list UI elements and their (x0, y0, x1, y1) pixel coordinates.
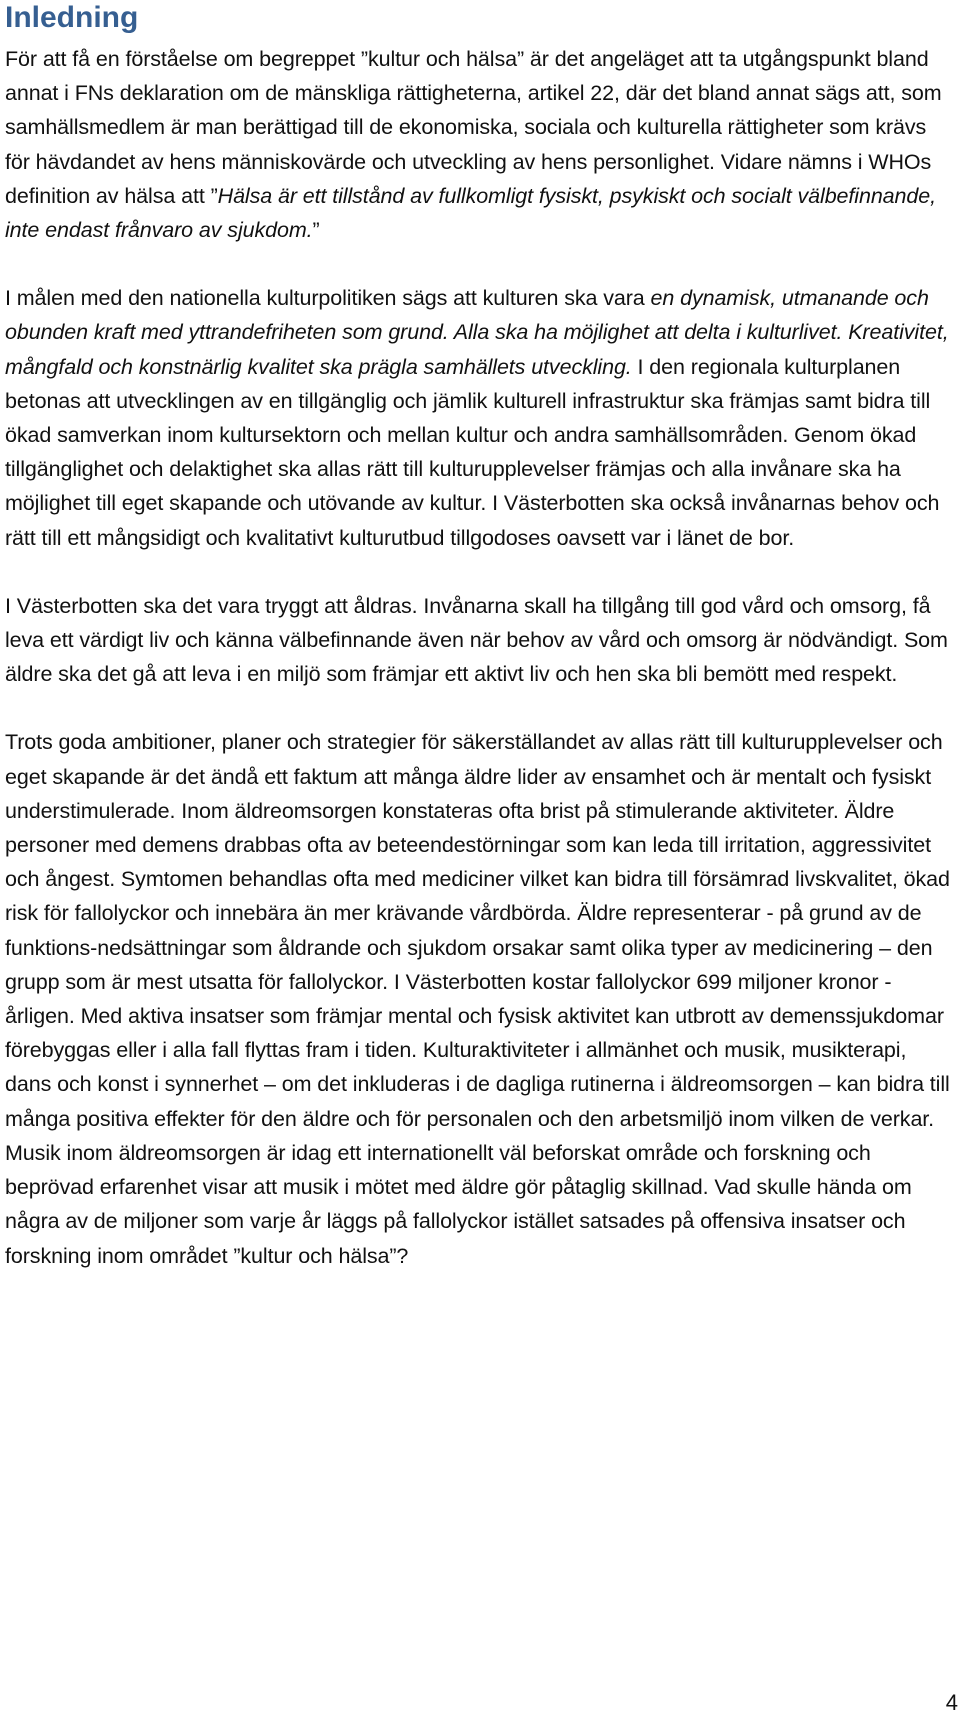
page-number: 4 (945, 1690, 958, 1715)
paragraph-cultural-policy (5, 281, 955, 555)
paragraph-spacer (5, 555, 955, 589)
paragraph-intro-closing-quote: ” (312, 218, 320, 243)
paragraph-aging: I Västerbotten ska det vara tryggt att åldras. Invånarna skall ha tillgång till god vård och omsorg, få leva ett värdigt liv och känna välbefinnande även när behov av vård och omsorg är nödvändigt. Som äldre ska det gå att leva i en miljö som främjar ett aktivt liv och hen ska bli bemött med respekt. (5, 593, 948, 687)
paragraph-ambitions: Trots goda ambitioner, planer och strategier för säkerställandet av allas rätt till kulturupplevelser och eget skapande är det ändå ett faktum att många äldre lider av ensamhet och är mentalt och fysiskt understimulerade. Inom äldreomsorgen konstateras ofta brist på stimulerande aktiviteter. Äldre personer med demens drabbas ofta av beteendestörningar som kan leda till irritation, aggressivitet och ångest. Symtomen behandlas ofta med mediciner vilket kan bidra till försämrad livskvalitet, ökad risk för fallolyckor och innebära än mer krävande vårdbörda. Äldre representerar - på grund av de funktions-nedsättningar som åldrande och sjukdom orsakar samt olika typer av medicinering – den grupp som är mest utsatta för fallolyckor. I Västerbotten kostar fallolyckor 699 miljoner kronor - årligen. Med aktiva insatser som främjar mental och fysisk aktivitet kan utbrott av demenssjukdomar förebyggas eller i alla fall flyttas fram i tiden. Kulturaktiviteter i allmänhet och musik, musikterapi, dans och konst i synnerhet – om det inkluderas i de dagliga rutinerna i äldreomsorgen – kan bidra till många positiva effekter för den äldre och för personalen och den arbetsmiljö inom vilken de verkar. Musik inom äldreomsorgen är idag ett internationellt väl beforskat område och forskning och beprövad erfarenhet visar att musik i mötet med äldre gör påtaglig skillnad. Vad skulle hända om några av de miljoner som varje år läggs på fallolyckor istället satsades på offensiva insatser och forskning inom området ”kultur och hälsa”? (5, 730, 950, 1268)
paragraph-cultural-policy-rest: I den regionala kulturplanen betonas att utvecklingen av en tillgänglig och jämlik kulturell infrastruktur ska främjas samt bidra till ökad samverkan inom kultursektorn och mellan kultur och andra samhällsområden. Genom ökad tillgänglighet och delaktighet ska allas rätt till kulturupplevelser främjas och alla invånare ska ha möjlighet till eget skapande och utövande av kultur. I Västerbotten ska också invånarnas behov och rätt till ett mångsidigt och kvalitativt kulturutbud tillgodoses oavsett var i länet de bor. (5, 354, 940, 550)
paragraph-spacer (5, 691, 955, 725)
paragraph-cultural-policy-lead: I målen med den nationella kulturpolitiken sägs att kulturen ska vara (5, 286, 651, 311)
paragraph-intro (5, 42, 955, 247)
national-policy-quote: en dynamisk, utmanande och obunden kraft med yttrandefriheten som grund. Alla ska ha möjlighet att delta i kulturlivet. Kreativitet, mångfald och konstnärlig kvalitet ska prägla samhällets utveckling. (5, 286, 949, 379)
who-definition-quote: Hälsa är ett tillstånd av fullkomligt fysiskt, psykiskt och socialt välbefinnande, inte endast frånvaro av sjukdom. (5, 183, 936, 243)
section-heading: Inledning (5, 1, 139, 34)
paragraph-spacer (5, 247, 955, 281)
paragraph-intro-text: För att få en förståelse om begreppet ”kultur och hälsa” är det angeläget att ta utgångspunkt bland annat i FNs deklaration om de mänskliga rättigheterna, artikel 22, där det bland annat sägs att, som samhällsmedlem är man berättigad till de ekonomiska, sociala och kulturella rättigheter som krävs för hävdandet av hens människovärde och utveckling av hens personlighet. Vidare nämns i WHOs definition av hälsa att ” (5, 47, 942, 208)
document-page (5, 0, 955, 1273)
